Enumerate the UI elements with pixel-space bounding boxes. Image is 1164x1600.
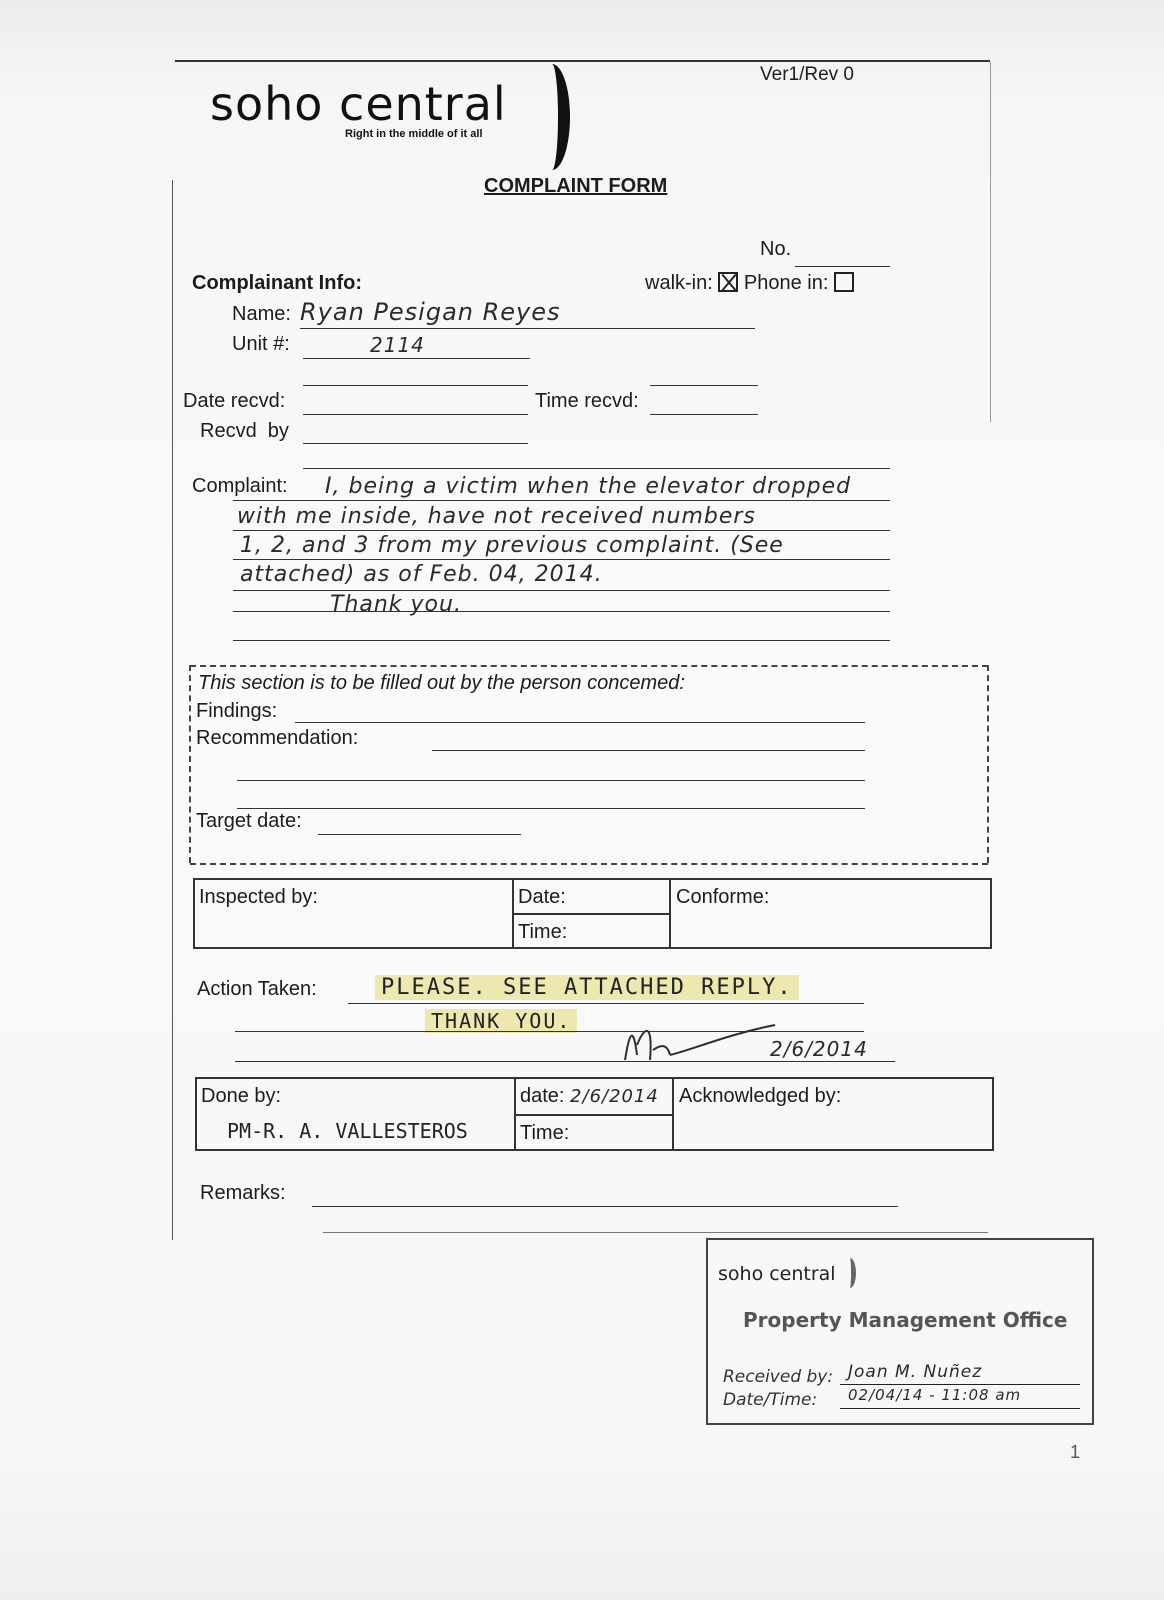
unit-value[interactable]: 2114 (370, 333, 425, 357)
recvd-by-label: Recvd by (200, 420, 289, 442)
stamp-brand (718, 1258, 856, 1288)
date-recvd-top-line (303, 385, 528, 386)
complaint-rule-5 (233, 611, 890, 612)
time-recvd-top-line (650, 385, 758, 386)
complaint-line-1[interactable]: I, being a victim when the elevator dropped (325, 474, 852, 499)
form-title: COMPLAINT FORM (484, 175, 668, 197)
no-field[interactable] (795, 266, 890, 267)
recommendation-label: Recommendation: (196, 727, 359, 749)
phonein-checkbox[interactable] (834, 272, 854, 292)
brand-name: soho central (210, 77, 507, 131)
done-time-label: Time: (520, 1122, 570, 1144)
brand-tagline: Right in the middle of it all (345, 128, 483, 140)
complainant-info-heading: Complainant Info: (192, 272, 362, 294)
unit-field-line (303, 358, 530, 359)
name-field-line (300, 328, 755, 329)
action-taken-label: Action Taken: (197, 978, 317, 1000)
brand-logo (210, 78, 580, 178)
concerned-section-right (987, 665, 989, 863)
complaint-rule-2 (233, 530, 890, 531)
form-bottom-border (323, 1232, 988, 1233)
page-number: 1 (1070, 1442, 1081, 1462)
concerned-section-left (189, 665, 191, 863)
action-signature-date: 2/6/2014 (770, 1037, 868, 1061)
walkin-option[interactable] (645, 272, 854, 295)
recommendation-field-3[interactable] (237, 808, 865, 809)
done-by-label: Done by: (201, 1085, 282, 1107)
form-version: Ver1/Rev 0 (760, 64, 854, 85)
recommendation-field-2[interactable] (237, 780, 865, 781)
target-date-label: Target date: (196, 810, 302, 832)
inspected-by-label: Inspected by: (199, 886, 318, 908)
remarks-label: Remarks: (200, 1182, 286, 1204)
complaint-line-3[interactable]: 1, 2, and 3 from my previous complaint. (See (240, 533, 784, 558)
received-stamp (706, 1238, 1094, 1425)
date-recvd-label: Date recvd: (183, 390, 286, 412)
stamp-office: Property Management Office (743, 1308, 1068, 1332)
target-date-field[interactable] (318, 834, 521, 835)
signature-scribble (615, 1015, 785, 1065)
time-recvd-label: Time recvd: (535, 390, 639, 412)
form-right-border (990, 62, 991, 422)
complaint-rule-4 (233, 590, 890, 591)
walkin-label: walk-in: (645, 272, 713, 294)
done-date-field[interactable] (520, 1085, 659, 1108)
recvd-by-field[interactable] (303, 443, 528, 444)
name-value[interactable]: Ryan Pesigan Reyes (300, 298, 561, 326)
recommendation-field-1[interactable] (432, 750, 865, 751)
done-divider-2 (672, 1077, 674, 1151)
done-by-value[interactable]: PM-R. A. VALLESTEROS (227, 1119, 468, 1143)
complaint-line-4[interactable]: attached) as of Feb. 04, 2014. (240, 562, 603, 587)
unit-label: Unit #: (232, 333, 290, 355)
no-label: No. (760, 238, 792, 260)
complaint-rule-6 (233, 640, 890, 641)
acknowledged-by-label: Acknowledged by: (679, 1085, 842, 1107)
complaint-top-line (303, 468, 890, 469)
concerned-section-bottom (190, 863, 988, 865)
walkin-checkbox[interactable] (718, 272, 738, 292)
remarks-field[interactable] (312, 1206, 898, 1207)
complaint-rule-3 (233, 559, 890, 560)
action-rule-3 (235, 1061, 895, 1062)
findings-label: Findings: (196, 700, 278, 722)
complaint-line-5[interactable]: Thank you. (330, 592, 462, 617)
inspection-time-label: Time: (518, 921, 568, 943)
form-top-border (175, 60, 990, 62)
conforme-label: Conforme: (676, 886, 770, 908)
form-left-border (172, 180, 173, 1240)
stamp-received-by-label: Received by: (723, 1367, 834, 1387)
stamp-bracket-icon (846, 1258, 856, 1288)
phonein-label: Phone in: (743, 272, 829, 294)
complaint-line-2[interactable]: with me inside, have not received numbers (237, 504, 756, 529)
stamp-received-by-value[interactable]: Joan M. Nuñez (848, 1362, 983, 1382)
stamp-datetime-label: Date/Time: (723, 1390, 818, 1410)
complaint-label: Complaint: (192, 475, 288, 497)
action-taken-text-2: THANK YOU. (425, 1009, 577, 1033)
done-date-time-divider (514, 1114, 672, 1116)
date-recvd-field[interactable] (303, 414, 528, 415)
findings-field[interactable] (295, 722, 865, 723)
stamp-brand-name: soho central (718, 1263, 836, 1285)
action-taken-line-1[interactable] (375, 975, 799, 1000)
concerned-section-instruction: This section is to be filled out by the person concemed: (198, 672, 685, 694)
stamp-received-line (840, 1384, 1080, 1385)
done-date-value: 2/6/2014 (570, 1086, 659, 1107)
action-taken-line-2[interactable] (425, 1009, 577, 1033)
inspection-divider-2 (669, 878, 671, 949)
complaint-rule-1 (233, 500, 890, 501)
action-rule-1 (348, 1003, 864, 1004)
inspection-date-time-divider (512, 913, 669, 915)
concerned-section-top (190, 665, 988, 667)
done-date-label: date: (520, 1085, 565, 1107)
stamp-datetime-line (840, 1408, 1080, 1409)
action-taken-text-1: PLEASE. SEE ATTACHED REPLY. (375, 975, 799, 1000)
stamp-datetime-value[interactable]: 02/04/14 - 11:08 am (848, 1386, 1022, 1404)
inspection-date-label: Date: (518, 886, 566, 908)
time-recvd-field[interactable] (650, 414, 758, 415)
name-label: Name: (232, 303, 291, 325)
